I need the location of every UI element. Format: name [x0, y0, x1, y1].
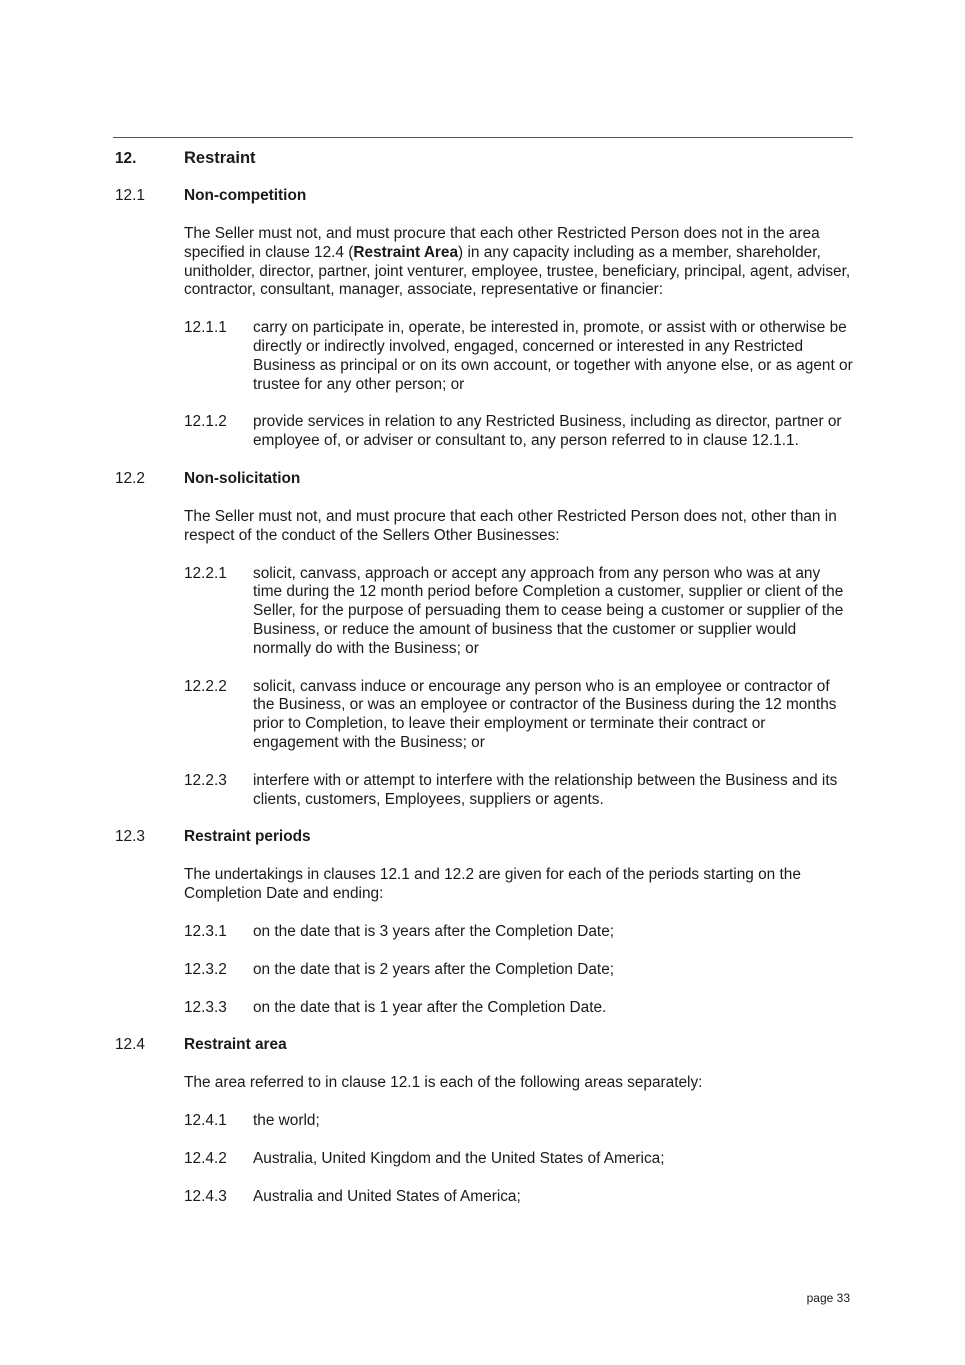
header-rule	[113, 137, 853, 138]
item-number: 12.2.1	[184, 564, 227, 582]
clause-title: Non-competition	[184, 187, 307, 204]
clause-title: Non-solicitation	[184, 469, 301, 487]
clause-12-2-intro: The Seller must not, and must procure that each other Restricted Person does not, other than in respect of the conduct of the Sellers Other Businesses:	[184, 507, 837, 544]
page-number: page 33	[806, 1291, 850, 1305]
intro-text: The Seller must not, and must procure that each other Restricted Person does not in the area specified in clause 12.4 (	[184, 225, 820, 261]
clause-heading-12-3	[115, 828, 853, 847]
item-number: 12.1.2	[184, 413, 227, 431]
clause-heading-12-2	[115, 470, 853, 489]
item-number: 12.3.1	[184, 922, 227, 940]
item-text: carry on participate in, operate, be interested in, promote, or assist with or otherwise be directly or indirectly involved, engaged, concerned or interested in any Restricted Business as principal or on its own account, or together with anyone else, or as agent or trustee for any other person; or	[253, 319, 853, 393]
section-number: 12.	[115, 150, 137, 167]
clause-12-1-intro	[184, 225, 853, 300]
item-number: 12.3.2	[184, 960, 227, 978]
clause-heading-12-4	[115, 1036, 853, 1055]
list-item	[184, 1150, 853, 1169]
list-item	[184, 1112, 853, 1131]
document-body	[115, 148, 853, 1226]
item-number: 12.1.1	[184, 319, 227, 337]
clause-number: 12.4	[115, 1036, 145, 1054]
item-text: on the date that is 2 years after the Completion Date;	[253, 960, 615, 978]
item-text: Australia, United Kingdom and the United States of America;	[253, 1149, 665, 1167]
clause-12-3-intro: The undertakings in clauses 12.1 and 12.2 are given for each of the periods starting on the Completion Date and ending:	[184, 866, 801, 903]
defined-term: Restraint Area	[353, 243, 459, 261]
list-item	[184, 923, 853, 942]
item-text: solicit, canvass, approach or accept any approach from any person who was at any time during the 12 month period before Completion a customer, supplier or client of the Seller, for the purpose of persuading them to cease being a customer or supplier of the Business, or reduce the amount of business that the customer or supplier would normally do with the Business; or	[253, 564, 844, 657]
item-number: 12.2.3	[184, 771, 227, 789]
item-text: Australia and United States of America;	[253, 1187, 521, 1205]
section-heading	[115, 148, 853, 169]
list-item	[184, 999, 853, 1018]
clause-number: 12.2	[115, 469, 145, 487]
item-text: on the date that is 1 year after the Completion Date.	[253, 998, 607, 1016]
item-text: provide services in relation to any Restricted Business, including as director, partner or employee of, or adviser or consultant to, any person referred to in clause 12.1.1.	[253, 413, 842, 450]
clause-number: 12.1	[115, 187, 145, 204]
list-item	[184, 772, 853, 810]
item-number: 12.4.3	[184, 1187, 227, 1205]
list-item	[184, 1188, 853, 1207]
intro-text: ) in any capacity including as a member, shareholder, unitholder, director, partner, joint venturer, employee, trustee, beneficiary, principal, agent, adviser, contractor, consultant, manager, associate, representative or financier:	[184, 243, 851, 299]
item-text: on the date that is 3 years after the Completion Date;	[253, 922, 615, 940]
clause-12-4-intro: The area referred to in clause 12.1 is each of the following areas separately:	[184, 1074, 703, 1092]
section-title: Restraint	[184, 149, 256, 167]
item-text: interfere with or attempt to interfere with the relationship between the Business and its clients, customers, Employees, suppliers or agents.	[253, 771, 838, 808]
clause-heading-12-1	[115, 187, 853, 206]
clause-title: Restraint periods	[184, 828, 311, 846]
item-text: solicit, canvass induce or encourage any person who is an employee or contractor of the Business, or was an employee or contractor of the Business during the 12 months prior to Completion, to leave their employment or terminate their contract or engagement with the Business; or	[253, 677, 837, 751]
list-item	[184, 413, 853, 451]
item-number: 12.4.2	[184, 1149, 227, 1167]
list-item	[184, 565, 853, 659]
list-item	[184, 678, 853, 753]
list-item	[184, 319, 853, 394]
item-number: 12.3.3	[184, 998, 227, 1016]
clause-title: Restraint area	[184, 1036, 287, 1054]
item-number: 12.2.2	[184, 677, 227, 695]
item-text: the world;	[253, 1112, 320, 1130]
clause-number: 12.3	[115, 828, 145, 846]
list-item	[184, 961, 853, 980]
item-number: 12.4.1	[184, 1112, 227, 1130]
